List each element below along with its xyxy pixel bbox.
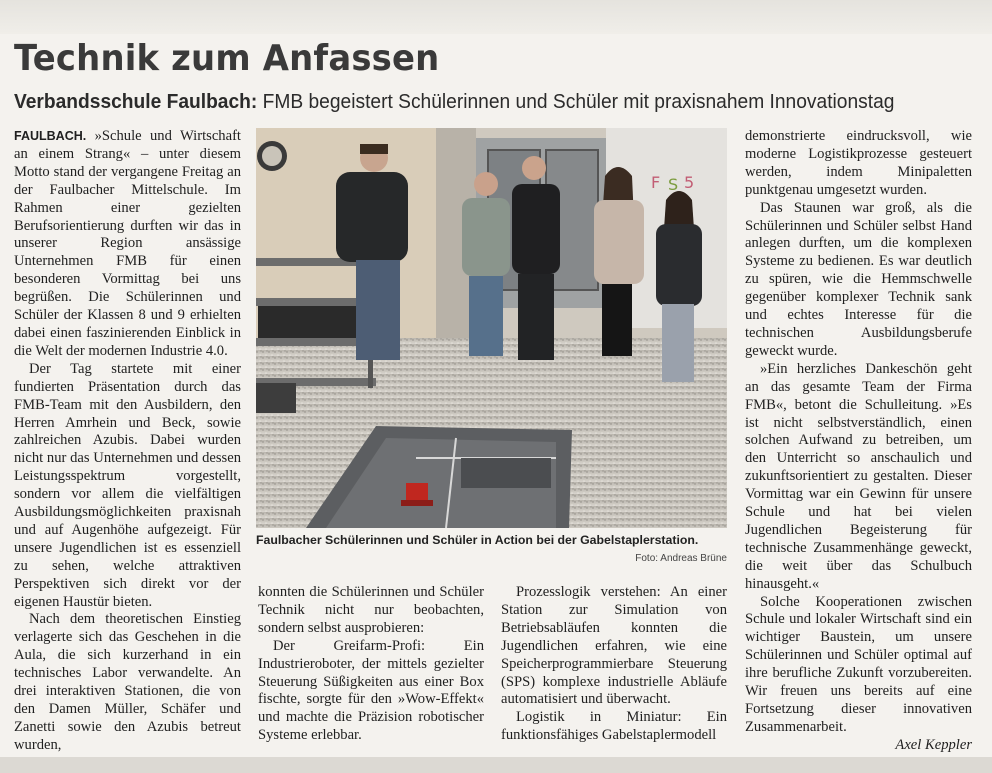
subheadline-lead: Verbandsschule Faulbach: xyxy=(14,91,258,113)
article-column-4 xyxy=(745,128,972,755)
subheadline xyxy=(14,89,894,115)
article-paragraph: Der Greifarm-Profi: Ein Industrieroboter, der mittels gezielter Steuerung Süßigkeiten aus einer Box fischte, sorgte für den »Wow-Effekt« und machte die Präzision robotischer Systeme erlebbar. xyxy=(258,637,484,744)
headline: Technik zum Anfassen xyxy=(14,38,440,79)
article-column-3 xyxy=(501,584,727,745)
svg-text:F: F xyxy=(651,173,661,192)
photo-credit: Foto: Andreas Brüne xyxy=(635,553,727,564)
article-paragraph: Das Staunen war groß, als die Schülerinnen und Schüler selbst Hand anlegen durften, um die komplexen Systeme zu bedienen. Es war deutlich zu spüren, wie die Hemmschwelle gegenüber komplexer Technik sank und echtes Interesse für die technischen Ausbildungsberufe geweckt wurde. xyxy=(745,199,972,359)
svg-text:5: 5 xyxy=(684,173,695,192)
article-paragraph xyxy=(14,128,241,361)
previous-page-bleed xyxy=(0,0,992,34)
article-paragraph: Nach dem theoretischen Einstieg verlagerte sich das Geschehen in die Aula, die sich kurzerhand in ein technisches Labor verwandelte. An drei interaktiven Stationen, die von den Damen Müller, Schäfer und Zanetti sowie den Azubis betreut wurden, xyxy=(14,611,241,753)
article-paragraph: »Ein herzliches Dankeschön geht an das gesamte Team der Firma FMB«, betont die Schulleitung. »Es ist nicht selbstverständlich, einen solchen Aufwand zu betreiben, um den Unterricht so anschaulich und zukunftsorientiert zu gestalten. Dieser Vormittag war ein Gewinn für unsere Schule und hat bei vielen Jugendlichen Begeisterung für technische Zusammenhänge geweckt, die weit über das Schulbuch hinausgeht.« xyxy=(745,360,972,592)
dateline: FAULBACH. xyxy=(14,129,87,143)
caption-text: Faulbacher Schülerinnen und Schüler in Action bei der Gabelstaplerstation. xyxy=(256,533,699,547)
author-byline: Axel Keppler xyxy=(895,736,972,753)
paragraph-text: »Schule und Wirtschaft an einem Strang« – unter diesem Motto stand der vergangene Freitag an der Faulbacher Mittelschule. Im Rahmen einer gezielten Berufsorientierung durften wir das in unserer Region ansässige Unternehmen FMB für einen besonderen Vormittag bei uns begrüßen. Die Schülerinnen und Schüler der Klassen 8 und 9 erhielten dabei einen faszinierenden Einblick in die Welt der modernen Industrie 4.0. xyxy=(14,128,241,359)
article-paragraph: demonstrierte eindrucksvoll, wie moderne Logistikprozesse gesteuert werden, indem Minipaletten punktgenau umgesetzt wurden. xyxy=(745,128,972,198)
photo-students-forklift-station xyxy=(256,128,727,528)
article-paragraph: Prozesslogik verstehen: An einer Station zur Simulation von Betriebsabläufen konnten die Jugendlichen erfahren, wie eine Speicherprogrammierbare Steuerung (SPS) komplexe industrielle Abläufe automatisiert und überwacht. xyxy=(501,584,727,708)
article-photo xyxy=(256,128,727,528)
article-paragraph: Der Tag startete mit einer fundierten Präsentation durch das FMB-Team mit den Ausbildern, den Herren Amrhein und Beck, sowie zahlreichen Azubis. Dabei wurden nicht nur das Unternehmen und dessen Leistungsspektrum vorgestellt, sondern vor allem die vielfältigen Ausbildungsmöglichkeiten praxisnah und auf Augenhöhe aufgezeigt. Für unsere Jugendlichen ist es essenziell zu sehen, welche attraktiven Perspektiven sich direkt vor der eigenen Haustür bieten. xyxy=(14,360,241,610)
article-paragraph: Logistik in Miniatur: Ein funktionsfähiges Gabelstaplermodell xyxy=(501,709,727,744)
subheadline-rest: FMB begeistert Schülerinnen und Schüler mit praxisnahem Innovationstag xyxy=(262,91,895,113)
article-paragraph: Solche Kooperationen zwischen Schule und lokaler Wirtschaft sind ein wichtiger Baustein, um unsere Schülerinnen und Schüler optimal auf ihre berufliche Zukunft vorzubereiten. Wir freuen uns bereits auf eine Fortsetzung dieser innovativen Zusammenarbeit. xyxy=(745,593,972,735)
article-paragraph: konnten die Schülerinnen und Schüler Technik nicht nur beobachten, sondern selbst ausprobieren: xyxy=(258,584,484,636)
article-column-2 xyxy=(258,584,484,745)
svg-text:S: S xyxy=(668,175,679,194)
next-article-bleed xyxy=(0,757,992,773)
article-column-1 xyxy=(14,128,241,755)
photo-caption xyxy=(256,533,727,548)
